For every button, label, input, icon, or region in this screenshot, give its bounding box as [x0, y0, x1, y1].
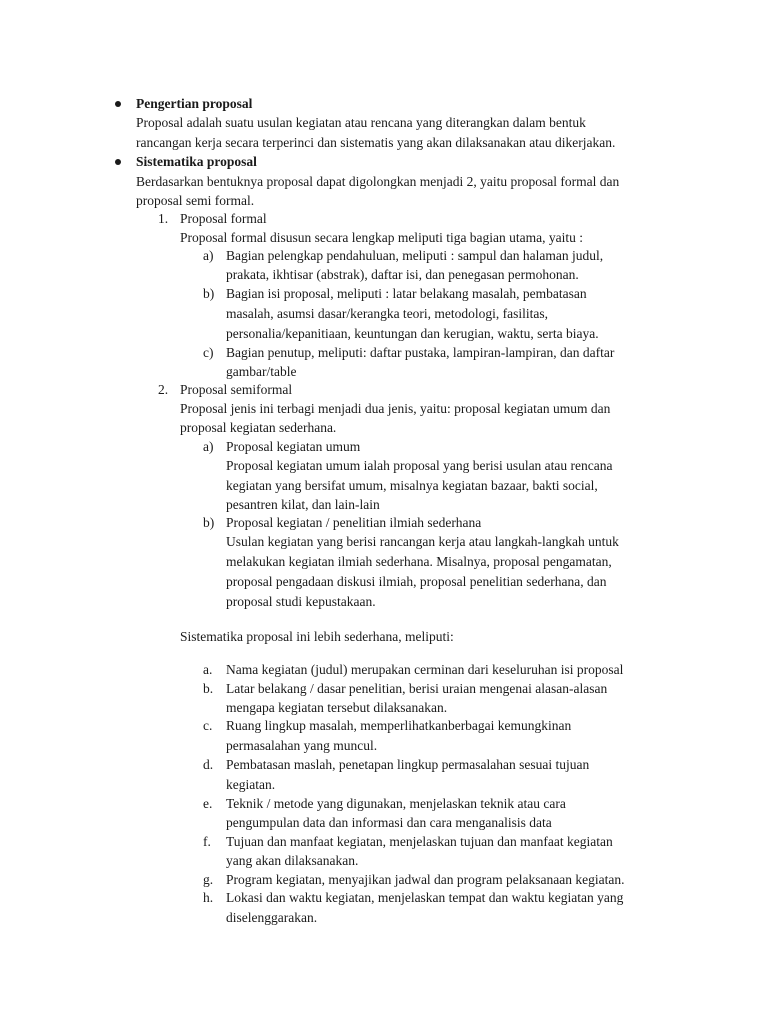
list-item-line: Lokasi dan waktu kegiatan, menjelaskan tempat dan waktu kegiatan yang: [226, 890, 624, 905]
list-item-line: proposal pengadaan diskusi ilmiah, proposal penelitian sederhana, dan: [226, 574, 607, 589]
paragraph-line: proposal semi formal.: [136, 193, 255, 208]
list-item-line: Latar belakang / dasar penelitian, berisi uraian mengenai alasan-alasan: [226, 681, 608, 696]
subheading: Proposal semiformal: [180, 382, 293, 397]
list-item-line: mengapa kegiatan tersebut dilaksanakan.: [226, 700, 448, 715]
list-item-line: personalia/kepanitiaan, keuntungan dan kerugian, waktu, serta biaya.: [226, 326, 599, 341]
section-heading: Sistematika proposal: [136, 154, 257, 169]
list-marker: g.: [203, 872, 214, 887]
list-marker: b): [203, 515, 215, 530]
list-item-line: diselenggarakan.: [226, 910, 318, 925]
list-item-line: prakata, ikhtisar (abstrak), daftar isi, dan penegasan permohonan.: [226, 267, 579, 282]
list-item-line: masalah, asumsi dasar/kerangka teori, metodologi, fasilitas,: [226, 306, 549, 321]
list-marker: a): [203, 439, 214, 454]
list-item-line: kegiatan.: [226, 777, 276, 792]
subheading: Proposal formal: [180, 211, 267, 226]
list-marker: b): [203, 286, 215, 301]
paragraph-line: Sistematika proposal ini lebih sederhana, meliputi:: [180, 629, 454, 644]
list-item-line: pesantren kilat, dan lain-lain: [226, 497, 380, 512]
list-item-line: Tujuan dan manfaat kegiatan, menjelaskan tujuan dan manfaat kegiatan: [226, 834, 613, 849]
list-item-line: Bagian penutup, meliputi: daftar pustaka, lampiran-lampiran, dan daftar: [226, 345, 615, 360]
paragraph-line: Proposal jenis ini terbagi menjadi dua jenis, yaitu: proposal kegiatan umum dan: [180, 401, 611, 416]
paragraph-line: proposal kegiatan sederhana.: [180, 420, 337, 435]
list-item-line: Ruang lingkup masalah, memperlihatkanberbagai kemungkinan: [226, 718, 572, 733]
list-item-line: pengumpulan data dan informasi dan cara menganalisis data: [226, 815, 552, 830]
list-item-line: permasalahan yang muncul.: [226, 738, 378, 753]
list-item-line: Bagian isi proposal, meliputi : latar belakang masalah, pembatasan: [226, 286, 587, 301]
paragraph-line: rancangan kerja secara terperinci dan sistematis yang akan dilaksanakan atau dikerjakan.: [136, 135, 616, 150]
list-item-line: Proposal kegiatan umum ialah proposal yang berisi usulan atau rencana: [226, 458, 613, 473]
list-item-title: Proposal kegiatan / penelitian ilmiah sederhana: [226, 515, 482, 530]
list-item-line: Pembatasan maslah, penetapan lingkup permasalahan sesuai tujuan: [226, 757, 590, 772]
paragraph-line: Berdasarkan bentuknya proposal dapat digolongkan menjadi 2, yaitu proposal formal dan: [136, 174, 620, 189]
section-heading: Pengertian proposal: [136, 96, 253, 111]
bullet-icon: [115, 159, 121, 165]
list-marker: a.: [203, 662, 213, 677]
list-marker: 1.: [158, 211, 169, 226]
paragraph-line: Proposal adalah suatu usulan kegiatan atau rencana yang diterangkan dalam bentuk: [136, 115, 586, 130]
list-item-line: yang akan dilaksanakan.: [226, 853, 359, 868]
list-item-line: proposal studi kepustakaan.: [226, 594, 376, 609]
list-marker: 2.: [158, 382, 169, 397]
list-item-line: kegiatan yang bersifat umum, misalnya kegiatan bazaar, bakti social,: [226, 478, 598, 493]
list-item-line: Nama kegiatan (judul) merupakan cerminan dari keseluruhan isi proposal: [226, 662, 624, 677]
list-marker: d.: [203, 757, 214, 772]
list-marker: c.: [203, 718, 213, 733]
list-item-line: Usulan kegiatan yang berisi rancangan kerja atau langkah-langkah untuk: [226, 534, 619, 549]
paragraph-line: Proposal formal disusun secara lengkap meliputi tiga bagian utama, yaitu :: [180, 230, 584, 245]
list-item-line: gambar/table: [226, 364, 297, 379]
list-marker: h.: [203, 890, 214, 905]
list-item-title: Proposal kegiatan umum: [226, 439, 361, 454]
list-marker: e.: [203, 796, 213, 811]
list-item-line: Program kegiatan, menyajikan jadwal dan program pelaksanaan kegiatan.: [226, 872, 625, 887]
list-item-line: melakukan kegiatan ilmiah sederhana. Misalnya, proposal pengamatan,: [226, 554, 612, 569]
bullet-icon: [115, 101, 121, 107]
list-marker: c): [203, 345, 214, 360]
list-marker: b.: [203, 681, 214, 696]
list-item-line: Bagian pelengkap pendahuluan, meliputi : sampul dan halaman judul,: [226, 248, 604, 263]
list-marker: a): [203, 248, 214, 263]
list-marker: f.: [203, 834, 211, 849]
list-item-line: Teknik / metode yang digunakan, menjelaskan teknik atau cara: [226, 796, 566, 811]
